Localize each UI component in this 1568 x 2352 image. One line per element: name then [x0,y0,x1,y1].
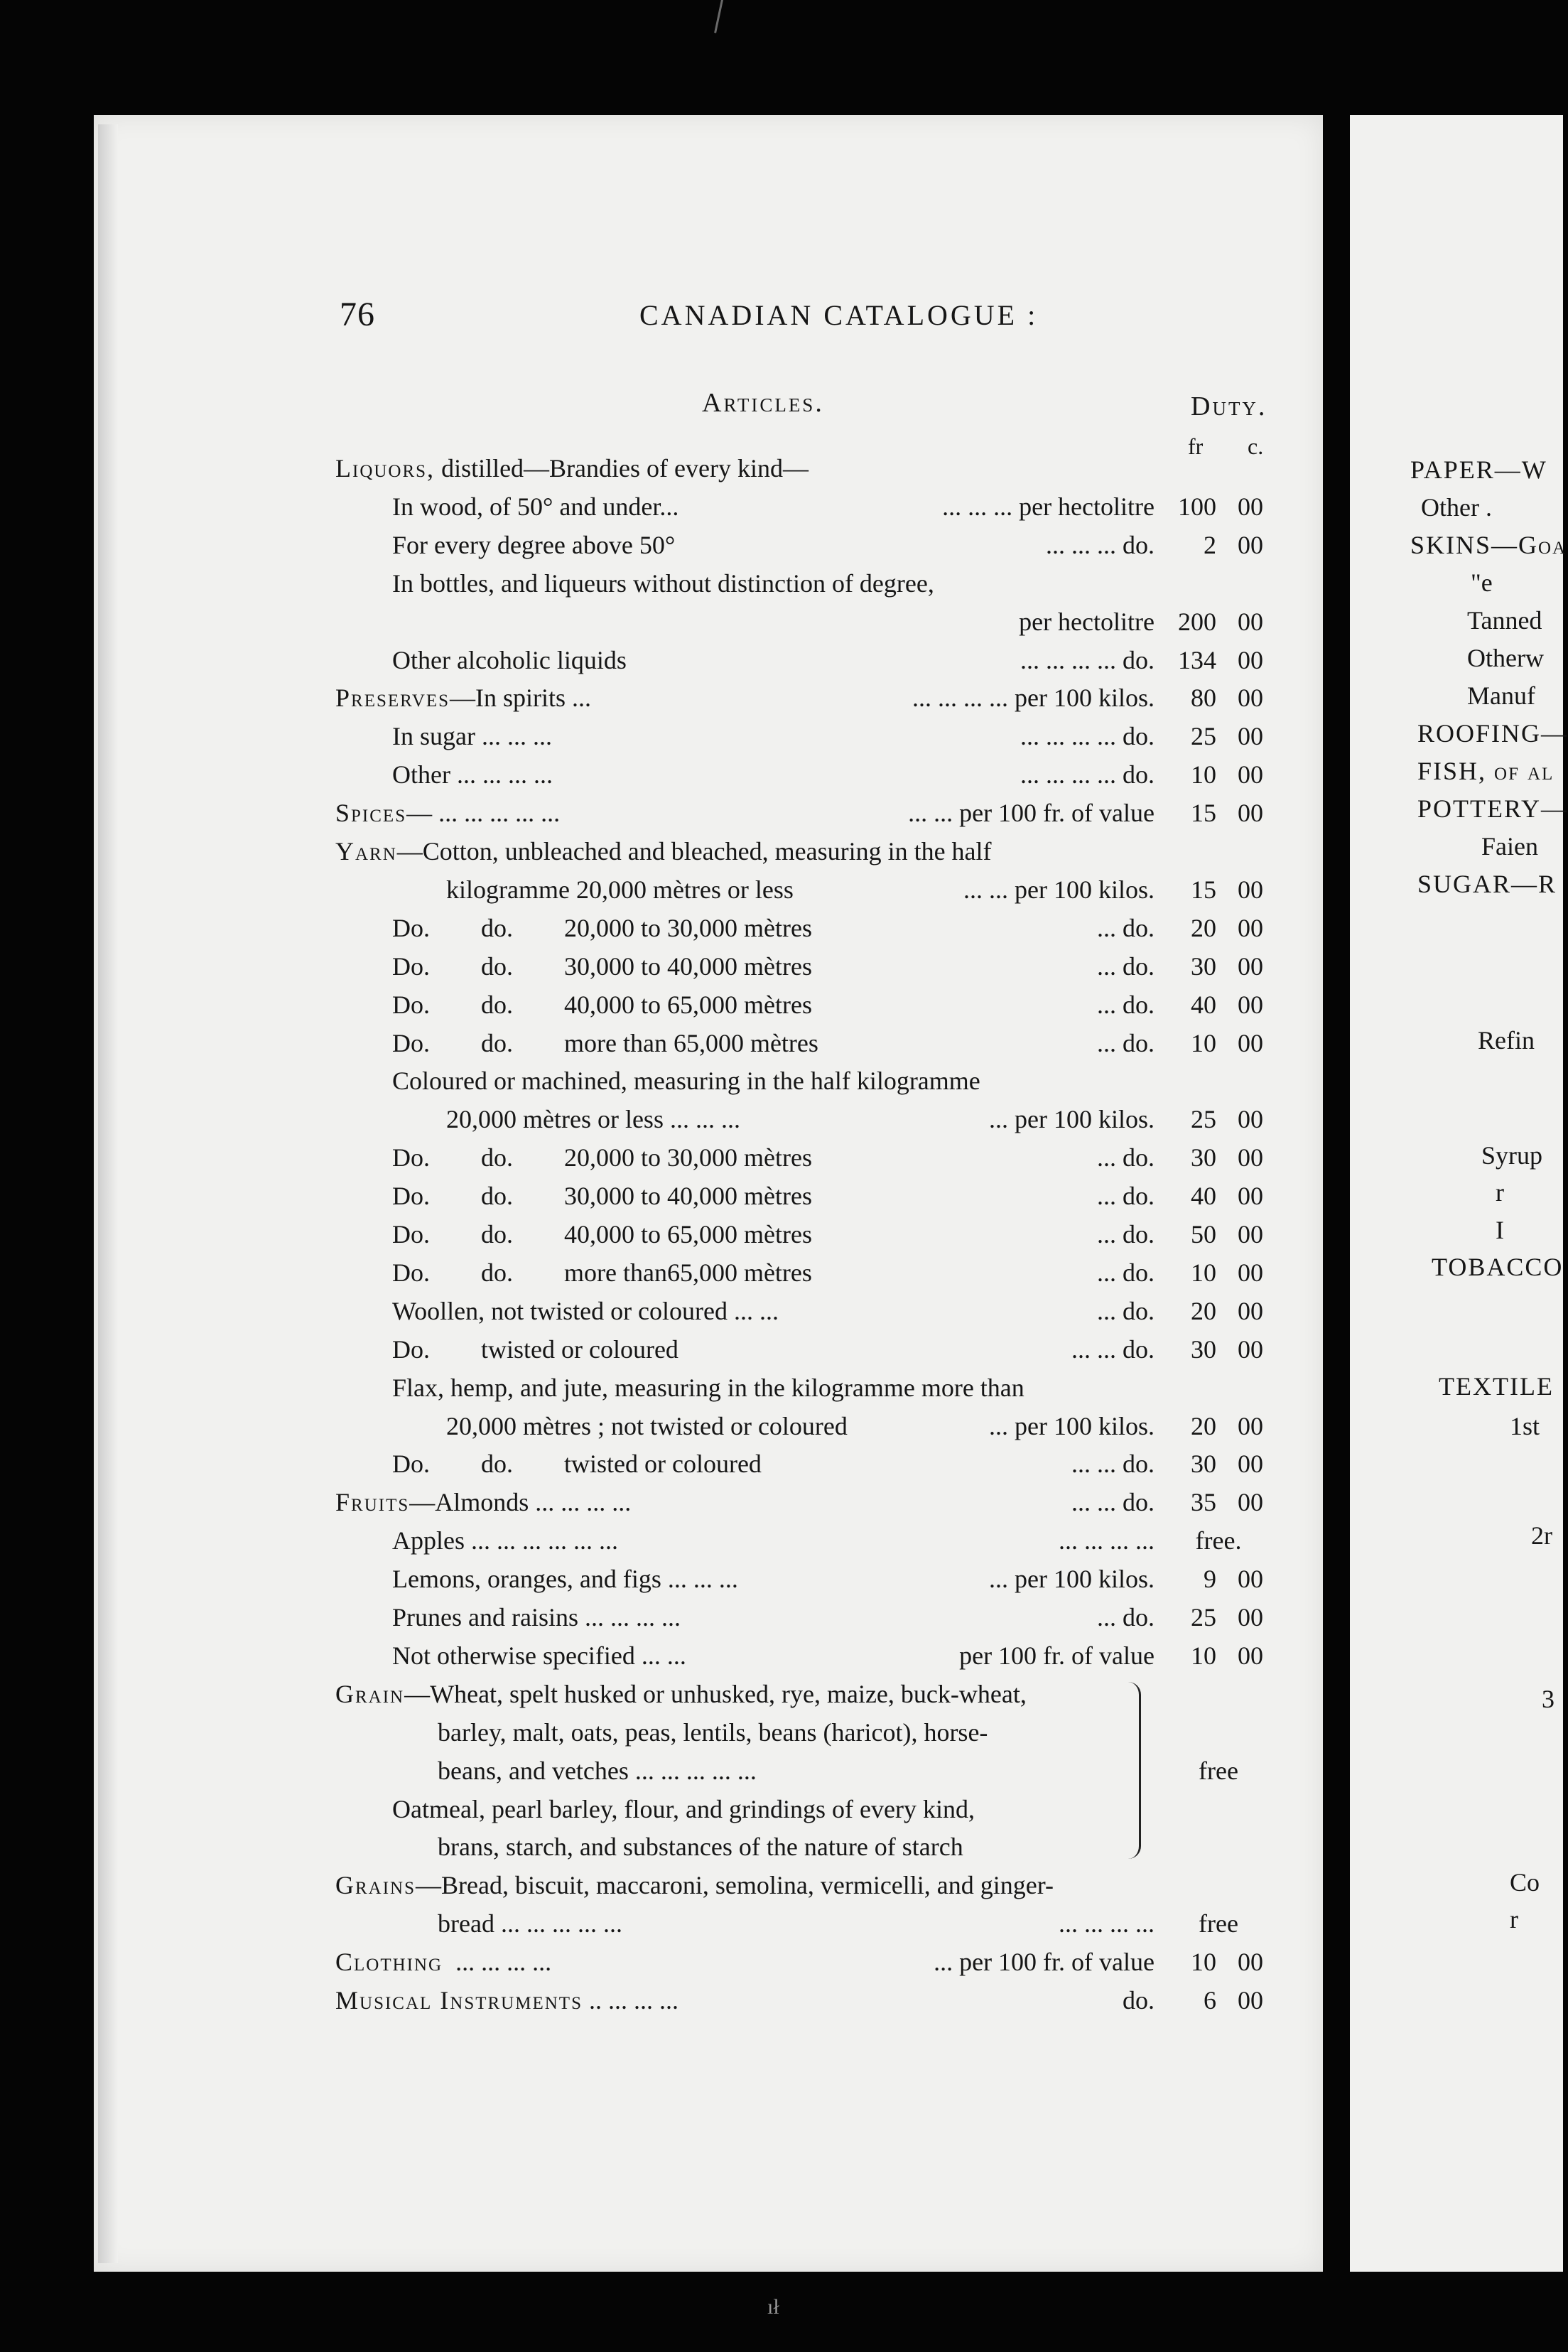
duty-centimes: 00 [1238,1986,1263,2014]
right-page-line: 3 [1542,1685,1555,1713]
right-page-line: "e [1471,568,1493,597]
table-row [0,1024,1293,1062]
right-page-line: PAPER—W [1410,455,1547,484]
francs-column-label: fr [1188,433,1204,459]
article-text [392,1062,980,1100]
article-text [392,1138,812,1177]
duty-francs: 20 [1191,913,1216,942]
duty-francs: 10 [1191,1641,1216,1670]
duty-francs: 35 [1191,1488,1216,1517]
table-row [0,1483,1293,1521]
table-row [0,1521,1293,1560]
centimes-column-label: c. [1248,433,1264,459]
duty-francs: 40 [1191,990,1216,1019]
article-description: Oatmeal, pearl barley, flour, and grindings of every kind, [392,1794,975,1823]
article-description: —Wheat, spelt husked or unhusked, rye, maize, buck-wheat, [404,1679,1027,1708]
article-description: Other alcoholic liquids [392,645,627,674]
table-row [0,641,1293,679]
article-heading: Grain [335,1679,405,1708]
duty-centimes: 00 [1238,760,1263,789]
article-text [392,1024,818,1062]
article-text [392,1177,812,1215]
article-description: Flax, hemp, and jute, measuring in the kilogramme more than [392,1373,1024,1402]
duty-centimes: 00 [1238,530,1263,559]
duty-unit: ... per 100 fr. of value [934,1948,1155,1977]
article-description: —Bread, biscuit, maccaroni, semolina, vermicelli, and ginger- [416,1871,1054,1900]
duty-centimes: 00 [1238,1028,1263,1057]
article-text [392,1330,678,1369]
article-description: distilled—Brandies of every kind— [435,454,809,482]
article-description: For every degree above 50° [392,530,676,559]
right-page-line: POTTERY— [1417,794,1568,823]
article-text [392,909,812,947]
duty-unit: ... ... do. [1071,1334,1155,1364]
duty-unit: ... ... do. [1071,1450,1155,1479]
table-row [0,755,1293,794]
duty-unit: per 100 fr. of value [959,1641,1155,1670]
duty-centimes: 00 [1238,645,1263,674]
article-description: Apples ... ... ... ... ... ... [392,1526,618,1555]
duty-centimes: 00 [1238,722,1263,751]
article-heading: Musical Instruments [335,1986,583,2014]
duty-free: free. [1195,1526,1242,1555]
article-description: Do. do. more than65,000 mètres [392,1258,812,1287]
article-text [392,641,627,679]
right-page-line: Faien [1481,832,1538,861]
article-text [392,487,678,526]
duty-unit: ... do. [1097,990,1155,1019]
article-text [335,1866,1054,1904]
duty-unit: ... do. [1097,1258,1155,1287]
article-description: Do. do. 20,000 to 30,000 mètres [392,913,812,942]
article-text [438,1828,963,1866]
article-text [392,1560,738,1598]
table-row [0,564,1293,603]
article-description: In sugar ... ... ... [392,722,552,751]
duty-unit: per hectolitre [1019,607,1155,636]
duty-unit: ... do. [1097,1220,1155,1248]
duty-unit: ... per 100 kilos. [989,1565,1155,1594]
article-text [335,1943,551,1981]
article-text [335,1483,631,1521]
duty-francs: 6 [1204,1986,1216,2014]
duty-francs: 10 [1191,1948,1216,1977]
right-page-line: 1st [1510,1412,1540,1440]
duty-centimes: 00 [1238,1948,1263,1977]
article-description: 20,000 mètres or less ... ... ... [446,1105,740,1134]
duty-centimes: 00 [1238,1182,1263,1211]
duty-francs: 40 [1191,1182,1216,1211]
table-row [0,1636,1293,1675]
article-text [335,679,591,717]
table-row [0,832,1293,870]
table-row [0,794,1293,832]
duty-unit: ... ... ... per hectolitre [942,492,1155,521]
duty-francs: 20 [1191,1296,1216,1325]
duty-centimes: 00 [1238,913,1263,942]
duty-centimes: 00 [1238,1411,1263,1440]
article-text [392,1636,686,1675]
duty-centimes: 00 [1238,875,1263,904]
article-text [446,1407,848,1445]
article-text [446,870,794,909]
duty-centimes: 00 [1238,799,1263,828]
article-text [392,1253,812,1292]
table-row [0,603,1293,641]
table-row [0,1215,1293,1253]
duty-centimes: 00 [1238,684,1263,713]
table-row [0,1177,1293,1215]
article-description: Other ... ... ... ... [392,760,553,789]
article-text [438,1904,622,1943]
article-text [392,1598,681,1636]
article-text [335,1675,1027,1713]
film-scratch [714,0,728,34]
article-description: Not otherwise specified ... ... [392,1641,686,1670]
table-row [0,1943,1293,1981]
duty-francs: 134 [1178,645,1216,674]
duty-centimes: 00 [1238,990,1263,1019]
article-description: Do. do. twisted or coloured [392,1450,762,1479]
article-description: Do. do. 30,000 to 40,000 mètres [392,1182,812,1211]
article-description: —In spirits ... [450,684,592,713]
table-row [0,986,1293,1024]
right-page-line: r [1496,1178,1504,1207]
duty-francs: 30 [1191,1334,1216,1364]
duty-centimes: 00 [1238,1220,1263,1248]
right-page-line: Other . [1421,493,1492,522]
right-page-line: TOBACCO [1432,1253,1564,1281]
duty-francs: 15 [1191,799,1216,828]
article-description: Woollen, not twisted or coloured ... ... [392,1296,779,1325]
article-text [392,986,812,1024]
article-text [392,1292,779,1330]
duty-unit: ... ... ... ... do. [1020,760,1155,789]
duty-unit: do. [1123,1986,1155,2014]
table-row [0,1253,1293,1292]
duty-heading: Duty. [1191,392,1267,421]
table-row [0,1369,1293,1407]
duty-francs: 25 [1191,1603,1216,1631]
table-row [0,1981,1293,2019]
duty-free: free [1199,1756,1238,1785]
duty-francs: 15 [1191,875,1216,904]
table-row [0,526,1293,564]
right-page-line: Co [1510,1868,1540,1897]
duty-centimes: 00 [1238,1105,1263,1134]
article-text [335,794,560,832]
table-row [0,909,1293,947]
right-page-line: r [1510,1905,1518,1933]
duty-francs: 25 [1191,1105,1216,1134]
article-text [392,755,553,794]
duty-centimes: 00 [1238,1296,1263,1325]
article-description: Do. do. 40,000 to 65,000 mètres [392,990,812,1019]
article-text [335,832,992,870]
article-description: — ... ... ... ... ... [406,799,561,828]
table-row [0,1598,1293,1636]
right-page-line: Tanned [1467,606,1542,635]
duty-unit: ... ... ... ... per 100 kilos. [912,684,1155,713]
duty-francs: 25 [1191,722,1216,751]
article-description: .. ... ... ... [582,1986,678,2014]
right-page-line: 2r [1531,1521,1552,1550]
article-description: Lemons, oranges, and figs ... ... ... [392,1565,738,1594]
article-heading: Yarn [335,837,397,865]
right-page-line: Otherw [1467,644,1544,672]
duty-francs: 9 [1204,1565,1216,1594]
duty-unit: ... do. [1097,1028,1155,1057]
duty-free: free [1199,1909,1238,1938]
duty-francs: 20 [1191,1411,1216,1440]
duty-francs: 30 [1191,1450,1216,1479]
article-heading: Liquors, [335,454,436,482]
article-text [392,1215,812,1253]
film-mark: ıł [767,2295,779,2319]
article-text [335,1981,678,2019]
article-text [438,1752,757,1790]
table-row [0,1100,1293,1138]
article-description: Coloured or machined, measuring in the half kilogramme [392,1067,980,1096]
article-description: Prunes and raisins ... ... ... ... [392,1603,681,1631]
article-text [392,717,552,755]
right-page-line: FISH, of al [1417,757,1555,785]
duty-unit: ... do. [1097,913,1155,942]
duty-centimes: 00 [1238,1143,1263,1172]
article-text [392,1445,762,1483]
article-description: Do. do. 20,000 to 30,000 mètres [392,1143,812,1172]
duty-francs: 10 [1191,1258,1216,1287]
duty-francs: 200 [1178,607,1216,636]
duty-unit: ... do. [1097,1143,1155,1172]
duty-unit: ... ... ... ... do. [1020,722,1155,751]
article-text [392,564,934,603]
article-description: —Cotton, unbleached and bleached, measuring in the half [396,837,992,865]
duty-unit: ... ... ... ... [1059,1909,1155,1938]
table-row [0,1790,1293,1828]
table-row [0,1407,1293,1445]
table-row [0,487,1293,526]
article-text [446,1100,740,1138]
article-description: 20,000 mètres ; not twisted or coloured [446,1411,848,1440]
duty-unit: ... do. [1097,1603,1155,1631]
table-row [0,870,1293,909]
duty-centimes: 00 [1238,1641,1263,1670]
duty-centimes: 00 [1238,1603,1263,1631]
duty-centimes: 00 [1238,1450,1263,1479]
duty-unit: ... ... ... do. [1046,530,1155,559]
article-description: Do. do. more than 65,000 mètres [392,1028,818,1057]
table-row [0,449,1293,487]
duty-unit: ... per 100 kilos. [989,1105,1155,1134]
duty-francs: 10 [1191,1028,1216,1057]
article-heading: Clothing [335,1948,443,1977]
right-page-line: ROOFING— [1417,719,1568,748]
duty-unit: ... ... ... ... do. [1020,645,1155,674]
article-description: brans, starch, and substances of the nature of starch [438,1833,963,1862]
article-text [392,1521,618,1560]
right-page-line: SKINS—Goa [1410,531,1567,559]
duty-centimes: 00 [1238,1565,1263,1594]
article-heading: Fruits [335,1488,410,1517]
running-title: CANADIAN CATALOGUE : [639,299,1039,331]
duty-francs: 30 [1191,1143,1216,1172]
duty-centimes: 00 [1238,1488,1263,1517]
duty-centimes: 00 [1238,951,1263,981]
duty-unit: ... ... per 100 fr. of value [908,799,1155,828]
duty-centimes: 00 [1238,492,1263,521]
articles-heading: Articles. [702,388,824,418]
article-heading: Grains [335,1871,416,1900]
page-number: 76 [340,296,375,333]
duty-unit: ... do. [1097,1296,1155,1325]
table-row [0,1062,1293,1100]
article-text [392,526,675,564]
right-page-line: Refin [1478,1026,1535,1054]
duty-francs: 80 [1191,684,1216,713]
duty-francs: 100 [1178,492,1216,521]
table-row [0,1445,1293,1483]
article-text [392,947,812,986]
article-heading: Preserves [335,684,450,713]
article-text [392,1790,975,1828]
table-row [0,1752,1293,1790]
table-row [0,1560,1293,1598]
table-row [0,1713,1293,1752]
right-page [1350,115,1563,2272]
table-row [0,717,1293,755]
table-row [0,1904,1293,1943]
article-description: barley, malt, oats, peas, lentils, beans (haricot), horse- [438,1717,988,1747]
table-row [0,1292,1293,1330]
table-row [0,1330,1293,1369]
duty-unit: ... do. [1097,951,1155,981]
duty-unit: ... ... ... ... [1059,1526,1155,1555]
duty-francs: 2 [1204,530,1216,559]
table-row [0,1828,1293,1866]
duty-centimes: 00 [1238,607,1263,636]
duty-centimes: 00 [1238,1258,1263,1287]
article-text [335,449,809,487]
duty-unit: ... ... per 100 kilos. [963,875,1155,904]
article-description: ... ... ... ... [443,1948,552,1977]
right-page-line: TEXTILE [1439,1372,1554,1401]
duty-francs: 30 [1191,951,1216,981]
article-description: —Almonds ... ... ... ... [409,1488,632,1517]
table-row [0,947,1293,986]
article-description: In wood, of 50° and under... [392,492,679,521]
duty-unit: ... do. [1097,1182,1155,1211]
article-text [438,1713,988,1752]
article-description: Do. do. 40,000 to 65,000 mètres [392,1220,812,1248]
article-description: Do. do. 30,000 to 40,000 mètres [392,951,812,981]
table-row [0,1675,1293,1713]
article-description: kilogramme 20,000 mètres or less [446,875,794,904]
article-text [392,1369,1024,1407]
duty-unit: ... ... do. [1071,1488,1155,1517]
article-description: In bottles, and liqueurs without distinction of degree, [392,568,934,598]
right-page-line: Syrup [1481,1141,1543,1170]
duty-unit: ... per 100 kilos. [989,1411,1155,1440]
right-page-line: Manuf [1467,681,1535,710]
grain-brace [1126,1682,1141,1860]
table-row [0,679,1293,717]
duty-francs: 50 [1191,1220,1216,1248]
duty-centimes: 00 [1238,1334,1263,1364]
article-description: Do. twisted or coloured [392,1334,678,1364]
right-page-line: SUGAR—R [1417,870,1557,898]
article-description: bread ... ... ... ... ... [438,1909,622,1938]
duty-francs: 10 [1191,760,1216,789]
table-row [0,1138,1293,1177]
table-row [0,1866,1293,1904]
right-page-line: I [1496,1216,1504,1244]
article-heading: Spices [335,799,407,828]
article-description: beans, and vetches ... ... ... ... ... [438,1756,757,1785]
